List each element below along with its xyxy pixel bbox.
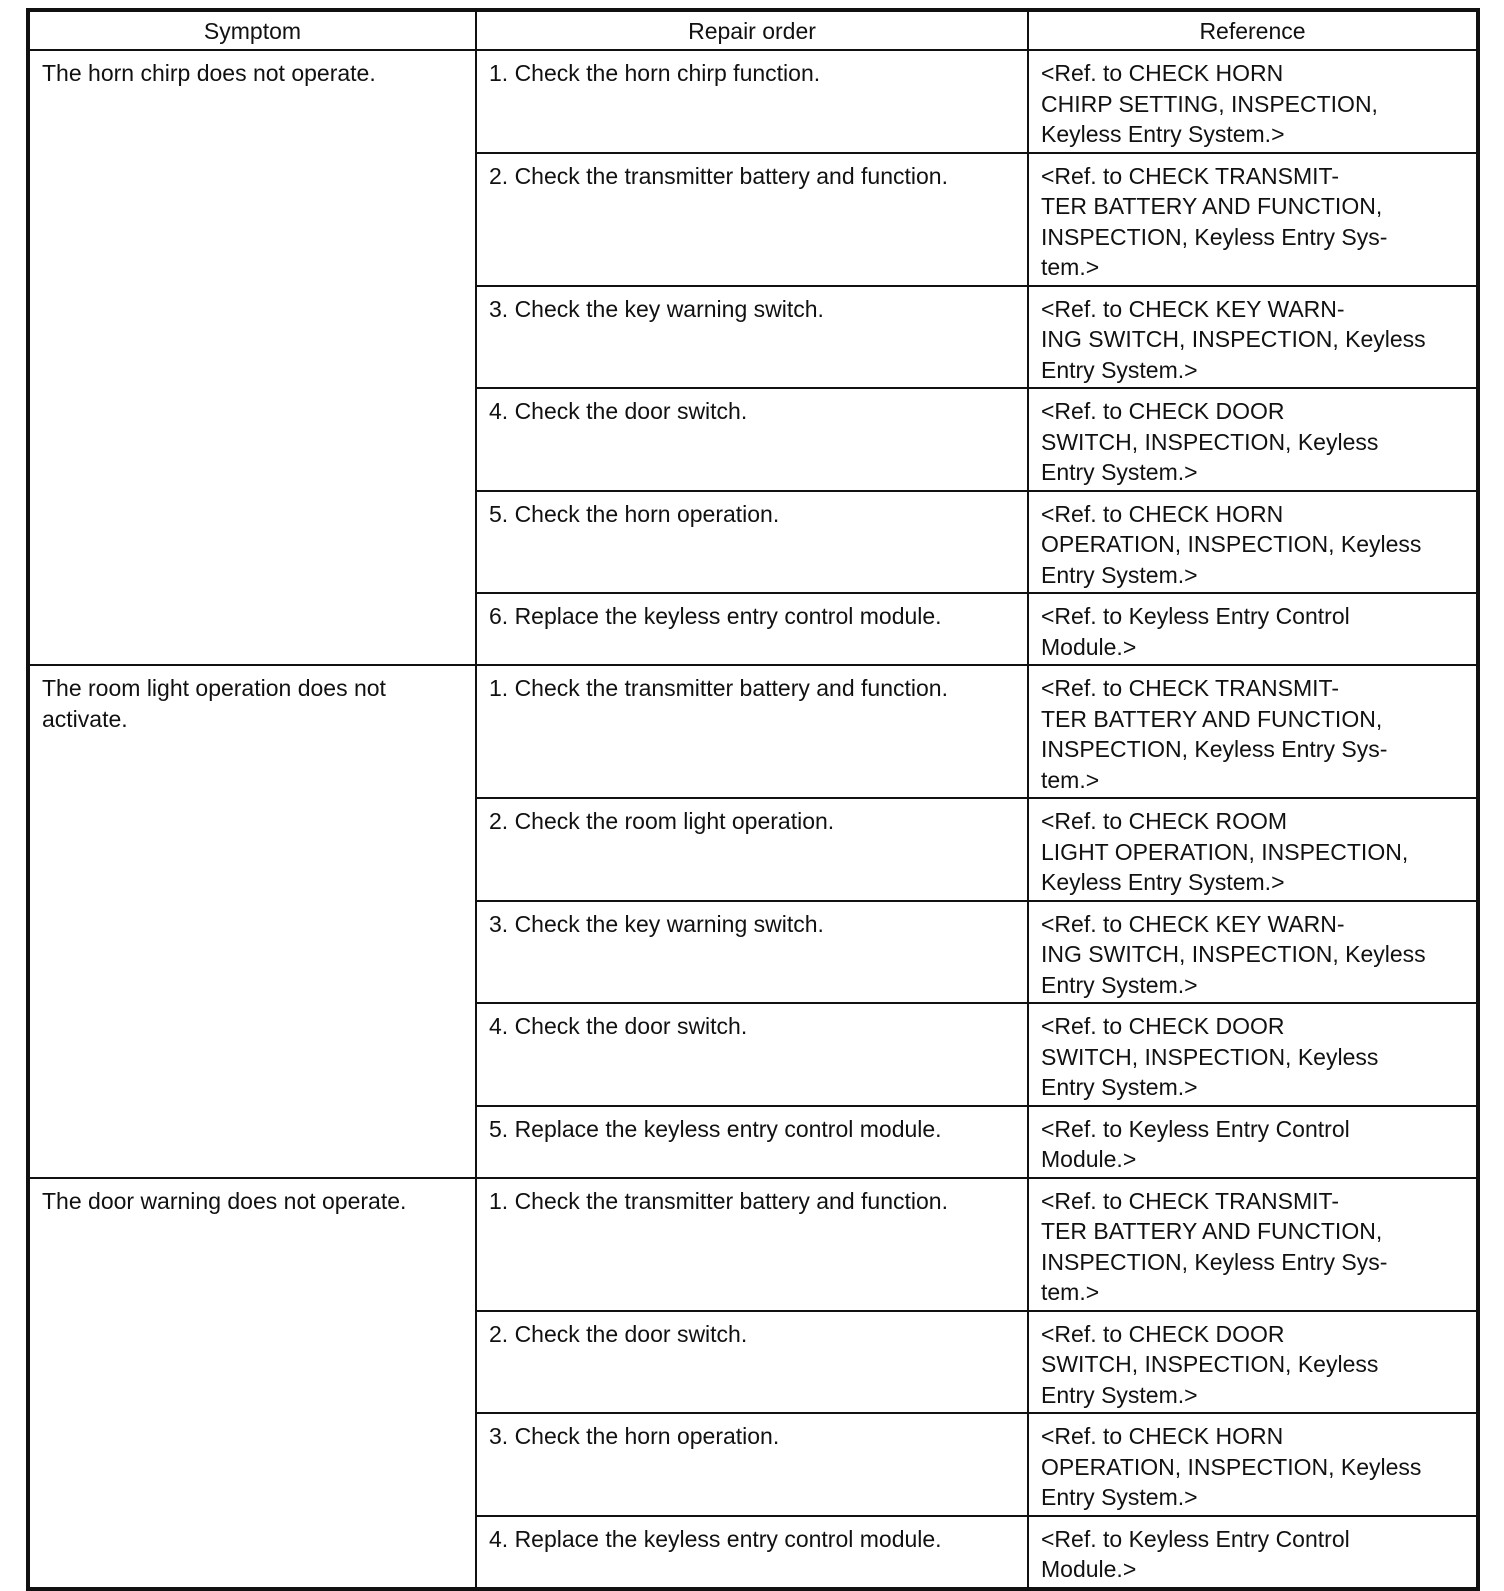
reference-cell: <Ref. to CHECK TRANSMIT- TER BATTERY AND FUNCTION, INSPECTION, Keyless Entry Sys- tem.> — [1028, 1178, 1478, 1311]
symptom-cell: The horn chirp does not operate. — [28, 50, 476, 665]
reference-cell: <Ref. to CHECK DOOR SWITCH, INSPECTION, Keyless Entry System.> — [1028, 388, 1478, 491]
table-row — [28, 50, 1478, 153]
repair-order-cell: 1. Check the horn chirp function. — [476, 50, 1028, 153]
reference-cell: <Ref. to CHECK DOOR SWITCH, INSPECTION, Keyless Entry System.> — [1028, 1311, 1478, 1414]
diagnostic-table — [26, 8, 1480, 1591]
repair-order-cell: 2. Check the transmitter battery and function. — [476, 153, 1028, 286]
repair-order-cell: 6. Replace the keyless entry control module. — [476, 593, 1028, 665]
symptom-cell: The room light operation does not activate. — [28, 665, 476, 1178]
repair-order-cell: 5. Replace the keyless entry control module. — [476, 1106, 1028, 1178]
header-row — [28, 10, 1478, 50]
repair-order-cell: 3. Check the horn operation. — [476, 1413, 1028, 1516]
reference-cell: <Ref. to Keyless Entry Control Module.> — [1028, 593, 1478, 665]
table-row — [28, 665, 1478, 798]
repair-order-cell: 2. Check the room light operation. — [476, 798, 1028, 901]
reference-cell: <Ref. to CHECK ROOM LIGHT OPERATION, INSPECTION, Keyless Entry System.> — [1028, 798, 1478, 901]
reference-cell: <Ref. to CHECK DOOR SWITCH, INSPECTION, Keyless Entry System.> — [1028, 1003, 1478, 1106]
reference-cell: <Ref. to CHECK TRANSMIT- TER BATTERY AND FUNCTION, INSPECTION, Keyless Entry Sys- tem.> — [1028, 665, 1478, 798]
diagnostic-table-container — [26, 8, 1476, 1591]
repair-order-cell: 4. Replace the keyless entry control module. — [476, 1516, 1028, 1589]
reference-cell: <Ref. to CHECK KEY WARN- ING SWITCH, INSPECTION, Keyless Entry System.> — [1028, 286, 1478, 389]
header-repair-order: Repair order — [476, 10, 1028, 50]
repair-order-cell: 4. Check the door switch. — [476, 1003, 1028, 1106]
repair-order-cell: 2. Check the door switch. — [476, 1311, 1028, 1414]
repair-order-cell: 4. Check the door switch. — [476, 388, 1028, 491]
table-body — [28, 50, 1478, 1589]
header-reference: Reference — [1028, 10, 1478, 50]
repair-order-cell: 5. Check the horn operation. — [476, 491, 1028, 594]
reference-cell: <Ref. to CHECK HORN OPERATION, INSPECTION, Keyless Entry System.> — [1028, 491, 1478, 594]
repair-order-cell: 1. Check the transmitter battery and function. — [476, 1178, 1028, 1311]
reference-cell: <Ref. to CHECK TRANSMIT- TER BATTERY AND FUNCTION, INSPECTION, Keyless Entry Sys- tem.> — [1028, 153, 1478, 286]
reference-cell: <Ref. to CHECK HORN CHIRP SETTING, INSPECTION, Keyless Entry System.> — [1028, 50, 1478, 153]
repair-order-cell: 3. Check the key warning switch. — [476, 901, 1028, 1004]
reference-cell: <Ref. to Keyless Entry Control Module.> — [1028, 1106, 1478, 1178]
repair-order-cell: 3. Check the key warning switch. — [476, 286, 1028, 389]
repair-order-cell: 1. Check the transmitter battery and function. — [476, 665, 1028, 798]
header-symptom: Symptom — [28, 10, 476, 50]
reference-cell: <Ref. to CHECK KEY WARN- ING SWITCH, INSPECTION, Keyless Entry System.> — [1028, 901, 1478, 1004]
reference-cell: <Ref. to Keyless Entry Control Module.> — [1028, 1516, 1478, 1589]
table-row — [28, 1178, 1478, 1311]
symptom-cell: The door warning does not operate. — [28, 1178, 476, 1589]
reference-cell: <Ref. to CHECK HORN OPERATION, INSPECTION, Keyless Entry System.> — [1028, 1413, 1478, 1516]
